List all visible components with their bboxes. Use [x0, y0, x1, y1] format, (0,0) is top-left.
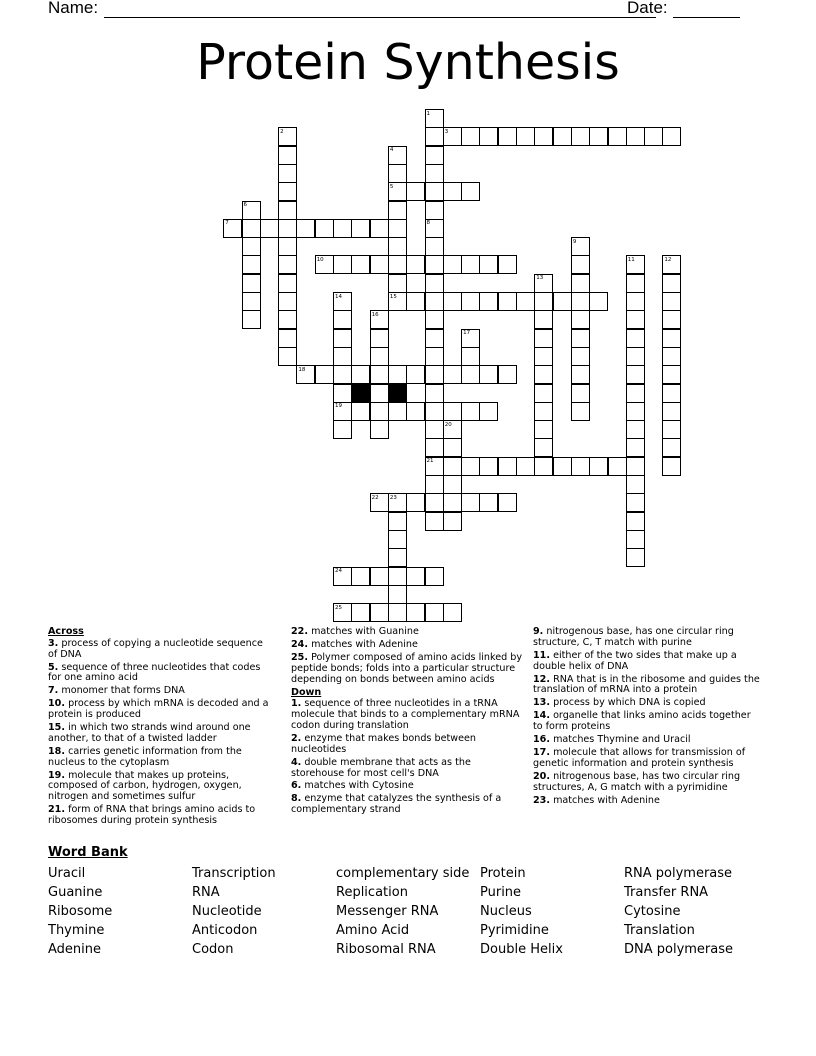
clue-across-7: 7. monomer that forms DNA [48, 685, 185, 697]
grid-cell[interactable] [333, 219, 352, 238]
clue-down-16: 16. matches Thymine and Uracil [533, 734, 691, 746]
clue-down-17: 17. molecule that allows for transmission of genetic information and protein synthesis [533, 747, 746, 769]
grid-cell[interactable] [662, 310, 681, 329]
grid-cell[interactable] [662, 420, 681, 439]
grid-cell[interactable] [296, 219, 315, 238]
clue-down-2: 2. enzyme that makes bonds between nucleotides [291, 732, 476, 755]
grid-cell[interactable] [571, 274, 590, 293]
grid-cell[interactable] [479, 127, 498, 146]
grid-cell[interactable] [425, 347, 444, 366]
grid-cell[interactable] [534, 365, 553, 384]
grid-cell[interactable] [406, 567, 425, 586]
grid-cell[interactable] [425, 127, 444, 146]
grid-cell[interactable] [479, 402, 498, 421]
grid-cell[interactable] [534, 384, 553, 403]
grid-cell[interactable] [351, 219, 370, 238]
grid-cell[interactable] [388, 365, 407, 384]
grid-cell[interactable] [516, 457, 535, 476]
grid-cell[interactable] [278, 292, 297, 311]
grid-cell[interactable] [461, 127, 480, 146]
grid-cell[interactable] [425, 402, 444, 421]
clue-across-3: 3. process of copying a nucleotide sequence of DNA [48, 637, 263, 660]
grid-cell[interactable] [388, 255, 407, 274]
grid-cell[interactable] [388, 603, 407, 622]
grid-cell[interactable] [662, 457, 681, 476]
grid-cell[interactable] [443, 365, 462, 384]
grid-cell[interactable] [443, 493, 462, 512]
grid-cell[interactable] [388, 219, 407, 238]
cell-number: 21 [426, 458, 434, 465]
grid-cell[interactable] [278, 219, 297, 238]
grid-cell[interactable] [498, 365, 517, 384]
cell-number: 10 [316, 256, 324, 263]
cell-number: 24 [335, 568, 342, 574]
grid-cell[interactable] [553, 127, 572, 146]
grid-cell[interactable] [370, 329, 389, 348]
clue-down-8: 8. enzyme that catalyzes the synthesis of a complementary strand [291, 793, 502, 816]
grid-cell[interactable] [425, 384, 444, 403]
grid-cell[interactable] [278, 255, 297, 274]
word-bank-item: complementary side [336, 866, 470, 881]
word-bank-item: Thymine [48, 923, 105, 938]
grid-cell[interactable] [571, 292, 590, 311]
word-bank-item: Transcription [192, 866, 276, 881]
grid-cell[interactable] [626, 402, 645, 421]
cell-number: 22 [371, 494, 379, 501]
grid-cell[interactable] [406, 365, 425, 384]
grid-cell[interactable] [370, 567, 389, 586]
grid-cell[interactable] [479, 292, 498, 311]
word-bank-item: Ribosome [48, 904, 113, 919]
clue-across-24: 24. matches with Adenine [291, 638, 418, 650]
grid-cell[interactable] [479, 255, 498, 274]
grid-cell[interactable] [534, 402, 553, 421]
grid-cell[interactable] [333, 384, 352, 403]
grid-cell[interactable] [333, 329, 352, 348]
word-bank-item: Amino Acid [336, 923, 410, 938]
grid-cell[interactable] [461, 493, 480, 512]
grid-cell[interactable] [351, 567, 370, 586]
grid-cell[interactable] [461, 182, 480, 201]
cell-number: 2 [280, 128, 284, 135]
clue-across-5: 5. sequence of three nucleotides that codes for one amino acid [48, 661, 261, 684]
word-bank-title: Word Bank [48, 845, 128, 860]
grid-cell[interactable] [626, 365, 645, 384]
grid-cell[interactable] [571, 127, 590, 146]
grid-cell[interactable] [278, 146, 297, 165]
word-bank-item: DNA polymerase [624, 942, 734, 957]
grid-cell[interactable] [425, 201, 444, 220]
grid-cell[interactable] [571, 457, 590, 476]
clue-down-13: 13. process by which DNA is copied [533, 697, 706, 709]
grid-cell[interactable] [370, 219, 389, 238]
grid-cell[interactable] [260, 219, 279, 238]
grid-cell[interactable] [242, 292, 261, 311]
grid-cell[interactable] [425, 329, 444, 348]
grid-cell[interactable] [626, 274, 645, 293]
grid-cell[interactable] [278, 164, 297, 183]
grid-cell[interactable] [278, 201, 297, 220]
clue-across-22: 22. matches with Guanine [291, 626, 419, 637]
cell-number: 11 [627, 256, 635, 263]
cell-number: 13 [536, 275, 544, 282]
grid-cell[interactable] [242, 219, 261, 238]
black-cell [351, 384, 370, 403]
grid-cell[interactable] [626, 127, 645, 146]
cell-number: 18 [298, 366, 306, 373]
name-label: Name: [48, 0, 99, 17]
word-bank-item: Nucleotide [192, 904, 262, 919]
grid-cell[interactable] [571, 347, 590, 366]
word-bank-item: Nucleus [480, 904, 532, 919]
grid-cell[interactable] [626, 548, 645, 567]
grid-cell[interactable] [333, 420, 352, 439]
grid-cell[interactable] [370, 603, 389, 622]
grid-cell[interactable] [443, 182, 462, 201]
word-bank-item: Translation [624, 923, 695, 938]
grid-cell[interactable] [662, 438, 681, 457]
grid-cell[interactable] [443, 292, 462, 311]
grid-cell[interactable] [333, 347, 352, 366]
grid-cell[interactable] [406, 493, 425, 512]
clue-down-12: 12. RNA that is in the ribosome and guides the translation of mRNA into a protein [533, 673, 760, 696]
grid-cell[interactable] [589, 457, 608, 476]
grid-cell[interactable] [425, 274, 444, 293]
across-heading: Across [48, 626, 84, 637]
grid-cell[interactable] [571, 310, 590, 329]
word-bank-item: Codon [192, 942, 234, 957]
grid-cell[interactable] [534, 329, 553, 348]
grid-cell[interactable] [425, 493, 444, 512]
black-cell [388, 384, 407, 403]
grid-cell[interactable] [388, 237, 407, 256]
grid-cell[interactable] [461, 255, 480, 274]
grid-cell[interactable] [425, 567, 444, 586]
grid-cell[interactable] [534, 347, 553, 366]
grid-cell[interactable] [370, 255, 389, 274]
clue-across-10: 10. process by which mRNA is decoded and a protein is produced [48, 698, 269, 721]
grid-cell[interactable] [242, 237, 261, 256]
grid-cell[interactable] [498, 292, 517, 311]
grid-cell[interactable] [242, 274, 261, 293]
grid-cell[interactable] [626, 384, 645, 403]
grid-cell[interactable] [608, 457, 627, 476]
grid-cell[interactable] [662, 292, 681, 311]
word-bank-item: Ribosomal RNA [336, 942, 436, 957]
grid-cell[interactable] [388, 274, 407, 293]
grid-cell[interactable] [644, 127, 663, 146]
grid-cell[interactable] [443, 512, 462, 531]
date-label: Date: [627, 0, 668, 17]
clues-column-3 [533, 627, 763, 809]
grid-cell[interactable] [662, 274, 681, 293]
grid-cell[interactable] [370, 365, 389, 384]
clue-down-6: 6. matches with Cytosine [291, 780, 414, 792]
grid-cell[interactable] [516, 292, 535, 311]
grid-cell[interactable] [406, 402, 425, 421]
grid-cell[interactable] [406, 603, 425, 622]
cell-number: 12 [664, 256, 672, 263]
grid-cell[interactable] [461, 457, 480, 476]
grid-cell[interactable] [333, 365, 352, 384]
grid-cell[interactable] [425, 255, 444, 274]
grid-cell[interactable] [571, 255, 590, 274]
clue-down-20: 20. nitrogenous base, has two circular ring structures, A, G match with a pyrimidine [533, 770, 741, 793]
grid-cell[interactable] [242, 310, 261, 329]
grid-cell[interactable] [278, 329, 297, 348]
grid-cell[interactable] [626, 347, 645, 366]
page-title: Protein Synthesis [196, 34, 620, 91]
grid-cell[interactable] [571, 365, 590, 384]
word-bank-item: Transfer RNA [624, 885, 709, 900]
grid-cell[interactable] [553, 457, 572, 476]
grid-cell[interactable] [589, 292, 608, 311]
cell-number: 16 [371, 311, 379, 318]
grid-cell[interactable] [388, 512, 407, 531]
word-bank-item: Uracil [48, 866, 86, 881]
grid-cell[interactable] [351, 255, 370, 274]
grid-cell[interactable] [479, 493, 498, 512]
grid-cell[interactable] [425, 292, 444, 311]
grid-cell[interactable] [425, 603, 444, 622]
grid-cell[interactable] [662, 402, 681, 421]
grid-cell[interactable] [278, 310, 297, 329]
grid-cell[interactable] [425, 512, 444, 531]
grid-cell[interactable] [461, 347, 480, 366]
word-bank-item: Pyrimidine [480, 923, 549, 938]
grid-cell[interactable] [443, 255, 462, 274]
grid-cell[interactable] [425, 420, 444, 439]
grid-cell[interactable] [443, 603, 462, 622]
grid-cell[interactable] [479, 457, 498, 476]
word-bank [48, 864, 768, 959]
grid-cell[interactable] [278, 182, 297, 201]
grid-cell[interactable] [498, 493, 517, 512]
grid-cell[interactable] [662, 127, 681, 146]
grid-cell[interactable] [626, 512, 645, 531]
cell-number: 20 [444, 421, 452, 428]
grid-cell[interactable] [571, 329, 590, 348]
grid-cell[interactable] [443, 457, 462, 476]
word-bank-item: Guanine [48, 885, 103, 900]
grid-cell[interactable] [425, 438, 444, 457]
cell-number: 7 [225, 220, 229, 227]
grid-cell[interactable] [425, 164, 444, 183]
grid-cell[interactable] [406, 255, 425, 274]
grid-cell[interactable] [242, 255, 261, 274]
grid-cell[interactable] [626, 292, 645, 311]
grid-cell[interactable] [406, 182, 425, 201]
grid-cell[interactable] [662, 365, 681, 384]
cell-number: 8 [426, 220, 430, 227]
grid-cell[interactable] [534, 420, 553, 439]
word-bank-item: RNA polymerase [624, 866, 733, 881]
grid-cell[interactable] [626, 329, 645, 348]
cell-number: 23 [389, 494, 397, 501]
grid-cell[interactable] [425, 146, 444, 165]
cell-number: 17 [463, 330, 471, 337]
grid-cell[interactable] [626, 457, 645, 476]
grid-cell[interactable] [498, 255, 517, 274]
cell-number: 15 [389, 293, 397, 300]
clue-down-1: 1. sequence of three nucleotides in a tRNA molecule that binds to a complementary mRNA codon during translation [291, 698, 520, 731]
grid-cell[interactable] [626, 420, 645, 439]
word-bank-item: Protein [480, 866, 526, 881]
clue-down-4: 4. double membrane that acts as the storehouse for most cell's DNA [291, 756, 471, 779]
grid-cell[interactable] [626, 493, 645, 512]
clue-down-23: 23. matches with Adenine [533, 794, 660, 806]
grid-cell[interactable] [626, 310, 645, 329]
cell-number: 4 [389, 147, 394, 154]
grid-cell[interactable] [333, 255, 352, 274]
down-heading: Down [291, 686, 322, 698]
word-bank-item: Double Helix [480, 942, 563, 957]
clues-column-2 [291, 627, 527, 818]
grid-cell[interactable] [626, 438, 645, 457]
grid-cell[interactable] [608, 127, 627, 146]
cell-number: 14 [335, 293, 342, 300]
grid-cell[interactable] [351, 402, 370, 421]
grid-cell[interactable] [370, 402, 389, 421]
grid-cell[interactable] [534, 457, 553, 476]
grid-cell[interactable] [388, 530, 407, 549]
grid-cell[interactable] [388, 548, 407, 567]
word-bank-item: Purine [480, 885, 522, 900]
grid-cell[interactable] [662, 329, 681, 348]
grid-cell[interactable] [589, 127, 608, 146]
grid-cell[interactable] [516, 127, 535, 146]
grid-cell[interactable] [443, 402, 462, 421]
grid-cell[interactable] [388, 567, 407, 586]
grid-cell[interactable] [388, 201, 407, 220]
grid-cell[interactable] [278, 274, 297, 293]
cell-number: 5 [389, 183, 394, 190]
grid-cell[interactable] [370, 347, 389, 366]
word-bank-item: Cytosine [624, 904, 681, 919]
clue-across-21: 21. form of RNA that brings amino acids to ribosomes during protein synthesis [48, 804, 256, 827]
grid-cell[interactable] [425, 182, 444, 201]
grid-cell[interactable] [498, 127, 517, 146]
grid-cell[interactable] [461, 365, 480, 384]
grid-cell[interactable] [315, 219, 334, 238]
clue-across-15: 15. in which two strands wind around one another, to that of a twisted ladder [48, 722, 251, 744]
word-bank-item: Adenine [48, 942, 102, 957]
grid-cell[interactable] [461, 292, 480, 311]
word-bank-item: Anticodon [192, 923, 258, 938]
word-bank-item: Messenger RNA [336, 904, 439, 919]
grid-cell[interactable] [333, 310, 352, 329]
grid-cell[interactable] [406, 292, 425, 311]
grid-cell[interactable] [388, 402, 407, 421]
word-bank-item: Replication [336, 885, 408, 900]
grid-cell[interactable] [370, 420, 389, 439]
clue-down-9: 9. nitrogenous base, has one circular ring structure, C, T match with purine [533, 626, 734, 648]
grid-cell[interactable] [443, 475, 462, 494]
grid-cell[interactable] [662, 384, 681, 403]
cell-number: 1 [426, 110, 430, 117]
cell-number: 9 [572, 238, 577, 245]
grid-cell[interactable] [388, 585, 407, 604]
grid-cell[interactable] [534, 438, 553, 457]
grid-cell[interactable] [534, 310, 553, 329]
grid-cell[interactable] [315, 365, 334, 384]
word-bank-item: RNA [192, 885, 220, 900]
grid-cell[interactable] [498, 457, 517, 476]
grid-cell[interactable] [479, 365, 498, 384]
grid-cell[interactable] [370, 384, 389, 403]
clue-across-19: 19. molecule that makes up proteins, composed of carbon, hydrogen, oxygen, nitrogen and sometimes sulfur [48, 769, 242, 803]
grid-cell[interactable] [662, 347, 681, 366]
grid-cell[interactable] [571, 384, 590, 403]
cell-number: 25 [335, 604, 342, 611]
clue-across-25: 25. Polymer composed of amino acids linked by peptide bonds; folds into a particular structure depending on bonds between amino acids [291, 651, 523, 685]
clue-across-18: 18. carries genetic information from the nucleus to the cytoplasm [48, 745, 242, 768]
grid-cell[interactable] [553, 292, 572, 311]
grid-cell[interactable] [351, 603, 370, 622]
cell-number: 6 [243, 202, 247, 208]
grid-cell[interactable] [571, 402, 590, 421]
grid-cell[interactable] [425, 475, 444, 494]
cell-number: 19 [335, 403, 342, 410]
clues-column-1 [48, 627, 274, 829]
clue-down-14: 14. organelle that links amino acids together to form proteins [533, 710, 751, 733]
grid-cell[interactable] [626, 530, 645, 549]
clue-down-11: 11. either of the two sides that make up a double helix of DNA [533, 649, 737, 672]
cell-number: 3 [444, 128, 449, 135]
grid-cell[interactable] [351, 365, 370, 384]
grid-cell[interactable] [534, 292, 553, 311]
grid-cell[interactable] [461, 402, 480, 421]
grid-cell[interactable] [278, 237, 297, 256]
grid-cell[interactable] [443, 438, 462, 457]
grid-cell[interactable] [388, 164, 407, 183]
grid-cell[interactable] [534, 127, 553, 146]
grid-cell[interactable] [278, 347, 297, 366]
grid-cell[interactable] [425, 237, 444, 256]
grid-cell[interactable] [626, 475, 645, 494]
grid-cell[interactable] [425, 310, 444, 329]
grid-cell[interactable] [425, 365, 444, 384]
